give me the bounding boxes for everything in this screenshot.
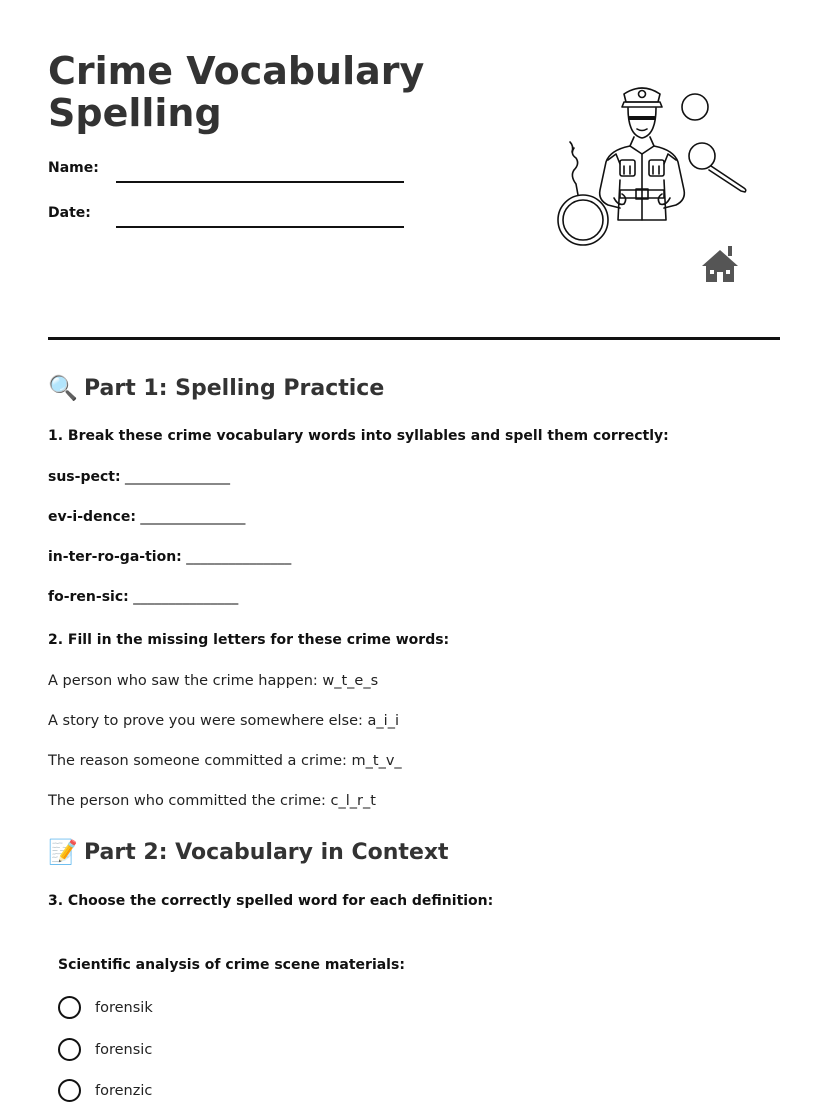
- option-forenzic[interactable]: [58, 1079, 152, 1102]
- question-3: 3. Choose the correctly spelled word for each definition:: [48, 893, 494, 909]
- answer-blank[interactable]: _______________: [125, 469, 231, 485]
- syllable-word: sus-pect:: [48, 469, 121, 485]
- fill-in-item: A person who saw the crime happen: w_t_e_s: [48, 673, 379, 689]
- option-label: forenzic: [95, 1082, 153, 1099]
- syllable-item: [48, 469, 230, 485]
- syllable-word: in-ter-ro-ga-tion:: [48, 549, 182, 565]
- option-forensik[interactable]: [58, 996, 153, 1019]
- house-icon: [700, 244, 740, 284]
- syllable-item: [48, 589, 238, 605]
- option-forensic[interactable]: [58, 1038, 152, 1061]
- option-label: forensik: [95, 999, 153, 1016]
- fill-in-item: A story to prove you were somewhere else: a_i_i: [48, 713, 399, 729]
- answer-blank[interactable]: _______________: [133, 589, 239, 605]
- question-1: 1. Break these crime vocabulary words into syllables and spell them correctly:: [48, 428, 669, 444]
- section-divider: [48, 337, 780, 340]
- name-field[interactable]: [116, 181, 404, 183]
- fill-in-item: The person who committed the crime: c_l_r_t: [48, 793, 376, 809]
- part2-title: Part 2: Vocabulary in Context: [84, 839, 449, 865]
- radio-button[interactable]: [58, 1079, 81, 1102]
- radio-button[interactable]: [58, 1038, 81, 1061]
- syllable-item: [48, 509, 245, 525]
- option-label: forensic: [95, 1041, 153, 1058]
- part2-heading: [48, 838, 449, 866]
- radio-button[interactable]: [58, 996, 81, 1019]
- syllable-item: [48, 549, 291, 565]
- date-field[interactable]: [116, 226, 404, 228]
- title-line-1: Crime Vocabulary: [48, 49, 425, 93]
- answer-blank[interactable]: _______________: [140, 509, 246, 525]
- part1-heading: [48, 374, 384, 402]
- title-line-2: Spelling: [48, 91, 222, 135]
- police-officer-illustration: [550, 80, 750, 255]
- answer-blank[interactable]: _______________: [186, 549, 292, 565]
- syllable-word: ev-i-dence:: [48, 509, 136, 525]
- magnifying-glass-icon: 🔍: [48, 374, 78, 402]
- page-title: [48, 50, 468, 134]
- part1-title: Part 1: Spelling Practice: [84, 375, 385, 401]
- fill-in-item: The reason someone committed a crime: m_t_v_: [48, 753, 402, 769]
- question-2: 2. Fill in the missing letters for these crime words:: [48, 632, 450, 648]
- syllable-word: fo-ren-sic:: [48, 589, 129, 605]
- definition-prompt: Scientific analysis of crime scene materials:: [58, 957, 405, 973]
- memo-icon: 📝: [48, 838, 78, 866]
- name-label: Name:: [48, 160, 99, 176]
- date-label: Date:: [48, 205, 91, 221]
